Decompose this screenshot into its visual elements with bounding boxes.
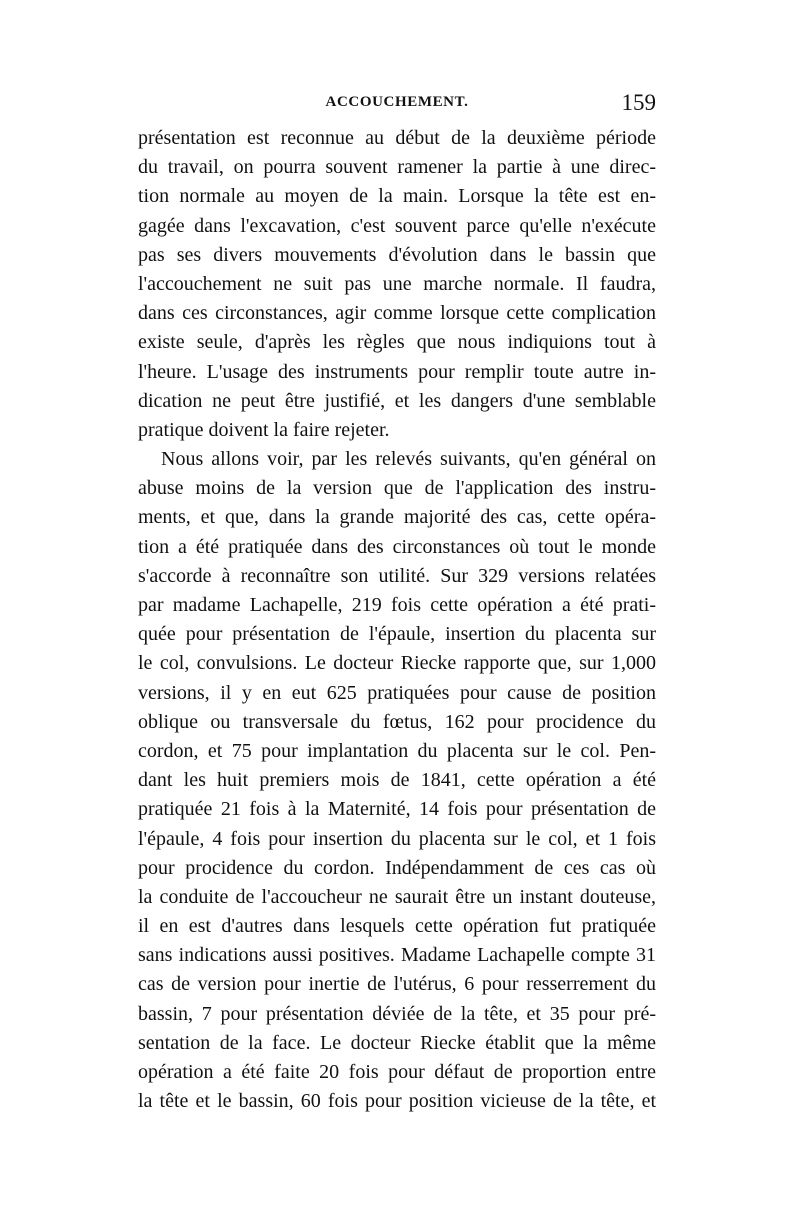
running-head <box>138 90 656 122</box>
text-line: la tête et le bassin, 60 fois pour position vicieuse de la tête, et <box>138 1090 656 1113</box>
text-line: du travail, on pourra souvent ramener la partie à une direc- <box>138 156 656 179</box>
text-line: l'heure. L'usage des instruments pour remplir toute autre in- <box>138 360 656 383</box>
text-line: par madame Lachapelle, 219 fois cette opération a été prati- <box>138 594 656 616</box>
text-line: pas ses divers mouvements d'évolution dans le bassin que <box>138 243 656 266</box>
text-line: oblique ou transversale du fœtus, 162 pour procidence du <box>138 710 656 733</box>
running-title: ACCOUCHEMENT. <box>325 94 469 110</box>
text-line: dication ne peut être justifié, et les dangers d'une semblable <box>138 389 656 412</box>
text-line: pour procidence du cordon. Indépendamment de ces cas où <box>138 856 656 879</box>
text-line: pratique doivent la faire rejeter. <box>138 418 390 441</box>
page-number: 159 <box>621 90 656 115</box>
text-line: existe seule, d'après les règles que nous indiquions tout à <box>138 331 656 354</box>
text-line: s'accorde à reconnaître son utilité. Sur 329 versions relatées <box>138 564 656 587</box>
text-line: présentation est reconnue au début de la deuxième période <box>138 127 656 149</box>
text-line: la conduite de l'accoucheur ne saurait être un instant douteuse, <box>138 885 656 908</box>
text-line: quée pour présentation de l'épaule, insertion du placenta sur <box>138 623 656 646</box>
text-line: sentation de la face. Le docteur Riecke établit que la même <box>138 1031 656 1054</box>
text-line: le col, convulsions. Le docteur Riecke rapporte que, sur 1,000 <box>138 652 656 675</box>
text-line: cordon, et 75 pour implantation du placenta sur le col. Pen- <box>138 739 656 762</box>
text-line: l'épaule, 4 fois pour insertion du placenta sur le col, et 1 fois <box>138 827 656 850</box>
text-line: gagée dans l'excavation, c'est souvent parce qu'elle n'exécute <box>138 214 656 237</box>
text-line: tion normale au moyen de la main. Lorsque la tête est en- <box>138 185 656 208</box>
text-line: l'accouchement ne suit pas une marche normale. Il faudra, <box>138 272 656 295</box>
text-line: pratiquée 21 fois à la Maternité, 14 fois pour présentation de <box>138 798 656 821</box>
text-line: ments, et que, dans la grande majorité des cas, cette opéra- <box>138 506 656 529</box>
text-line: abuse moins de la version que de l'application des instru- <box>138 477 656 500</box>
text-line: dant les huit premiers mois de 1841, cette opération a été <box>138 769 656 792</box>
text-line: opération a été faite 20 fois pour défaut de proportion entre <box>138 1061 656 1083</box>
body-text <box>138 124 656 1116</box>
text-line: Nous allons voir, par les relevés suivants, qu'en général on <box>161 448 656 471</box>
text-line: versions, il y en eut 625 pratiquées pour cause de position <box>138 681 656 704</box>
text-line: tion a été pratiquée dans des circonstances où tout le monde <box>138 535 656 558</box>
text-line: dans ces circonstances, agir comme lorsque cette complication <box>138 302 656 325</box>
text-line: bassin, 7 pour présentation déviée de la tête, et 35 pour pré- <box>138 1002 656 1025</box>
text-line: cas de version pour inertie de l'utérus, 6 pour resserrement du <box>138 973 656 996</box>
text-line: il en est d'autres dans lesquels cette opération fut pratiquée <box>138 915 656 938</box>
text-line: sans indications aussi positives. Madame Lachapelle compte 31 <box>138 944 656 967</box>
